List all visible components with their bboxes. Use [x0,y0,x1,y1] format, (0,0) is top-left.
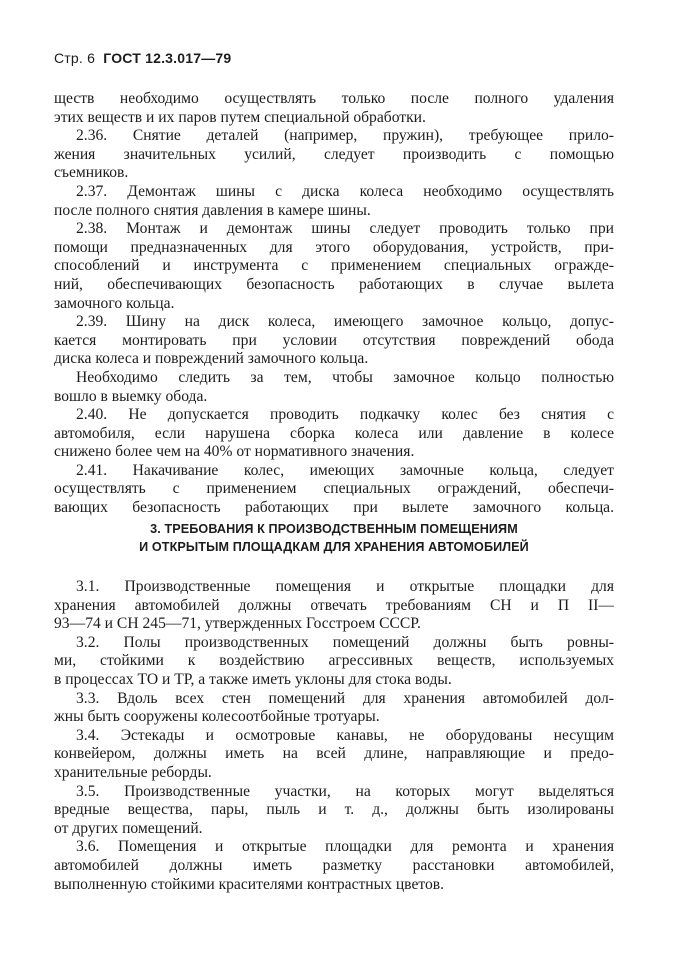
text-line: ний, обеспечивающих безопасность работающих в случае вылета [54,275,614,293]
text-line: вающих безопасность работающих при вылете замочного кольца. [54,499,614,517]
page-number: Стр. 6 [54,50,96,66]
paragraph-3-2: 3.2. Полы производственных помещений должны быть ровны- [76,633,614,651]
text-line: съемников. [54,164,129,182]
text-line: вредные вещества, пары, пыль и т. д., должны быть изолированы [54,801,614,819]
text-line: осуществлять с применением специальных ограждений, обеспечи- [54,480,614,498]
paragraph-2-41: 2.41. Накачивание колес, имеющих замочные кольца, следует [76,461,614,479]
text-block-section-2 [54,90,614,518]
text-line: после полного снятия давления в камере шины. [54,201,371,219]
paragraph-3-5: 3.5. Производственные участки, на которых могут выделяться [76,782,614,800]
text-line: снижено более чем на 40% от нормативного значения. [54,443,415,461]
text-line: автомобилей должны иметь разметку расстановки автомобилей, [54,856,614,874]
text-line: этих веществ и их паров путем специальной обработки. [54,108,426,126]
text-line: ществ необходимо осуществлять только после полного удаления [54,90,614,107]
text-line: 93—74 и СН 245—71, утвержденных Госстроем СССР. [54,615,421,633]
text-line: выполненную стойкими красителями контрастных цветов. [54,875,445,893]
page-header [54,50,231,66]
text-line: хранения автомобилей должны отвечать требованиям СН и П II— [54,596,614,614]
section-3-heading [54,520,614,556]
text-line: хранительные реборды. [54,763,212,781]
paragraph-2-38: 2.38. Монтаж и демонтаж шины следует проводить только при [76,220,614,238]
section-title-line: И ОТКРЫТЫМ ПЛОЩАДКАМ ДЛЯ ХРАНЕНИЯ АВТОМОБИЛЕЙ [139,540,529,554]
text-block-section-3 [54,578,614,894]
standard-code: ГОСТ 12.3.017—79 [103,50,232,66]
text-line: жения значительных усилий, следует производить с помощью [54,145,614,163]
paragraph-2-36: 2.36. Снятие деталей (например, пружин), требующее прило- [76,127,614,145]
text-line: конвейером, должны иметь на всей длине, направляющие и предо- [54,745,614,763]
text-line: ми, стойкими к воздействию агрессивных веществ, используемых [54,652,614,670]
paragraph-note: Необходимо следить за тем, чтобы замочное кольцо полностью [76,368,614,386]
text-line: жны быть сооружены колесоотбойные тротуары. [54,708,380,726]
paragraph-2-39: 2.39. Шину на диск колеса, имеющего замочное кольцо, допус- [76,313,614,331]
text-line: способлений и инструмента с применением специальных огражде- [54,257,614,275]
text-line: в процессах ТО и ТР, а также иметь уклоны для стока воды. [54,670,452,688]
paragraph-3-1: 3.1. Производственные помещения и открытые площадки для [76,578,614,595]
text-line: помощи предназначенных для этого оборудования, устройств, при- [54,238,614,256]
paragraph-3-3: 3.3. Вдоль всех стен помещений для хранения автомобилей дол- [76,689,614,707]
paragraph-2-40: 2.40. Не допускается проводить подкачку колес без снятия с [76,406,614,424]
section-title-line: 3. ТРЕБОВАНИЯ К ПРОИЗВОДСТВЕННЫМ ПОМЕЩЕНИЯМ [150,522,518,536]
text-line: автомобиля, если нарушена сборка колеса или давление в колесе [54,424,614,442]
paragraph-3-6: 3.6. Помещения и открытые площадки для ремонта и хранения [76,838,614,856]
text-line: диска колеса и повреждений замочного кольца. [54,350,369,368]
text-line: кается монтировать при условии отсутствия повреждений обода [54,331,614,349]
paragraph-3-4: 3.4. Эстекады и осмотровые канавы, не оборудованы несущим [76,726,614,744]
text-line: замочного кольца. [54,294,175,312]
text-line: вошло в выемку обода. [54,387,208,405]
paragraph-2-37: 2.37. Демонтаж шины с диска колеса необходимо осуществлять [76,182,614,200]
text-line: от других помещений. [54,819,203,837]
